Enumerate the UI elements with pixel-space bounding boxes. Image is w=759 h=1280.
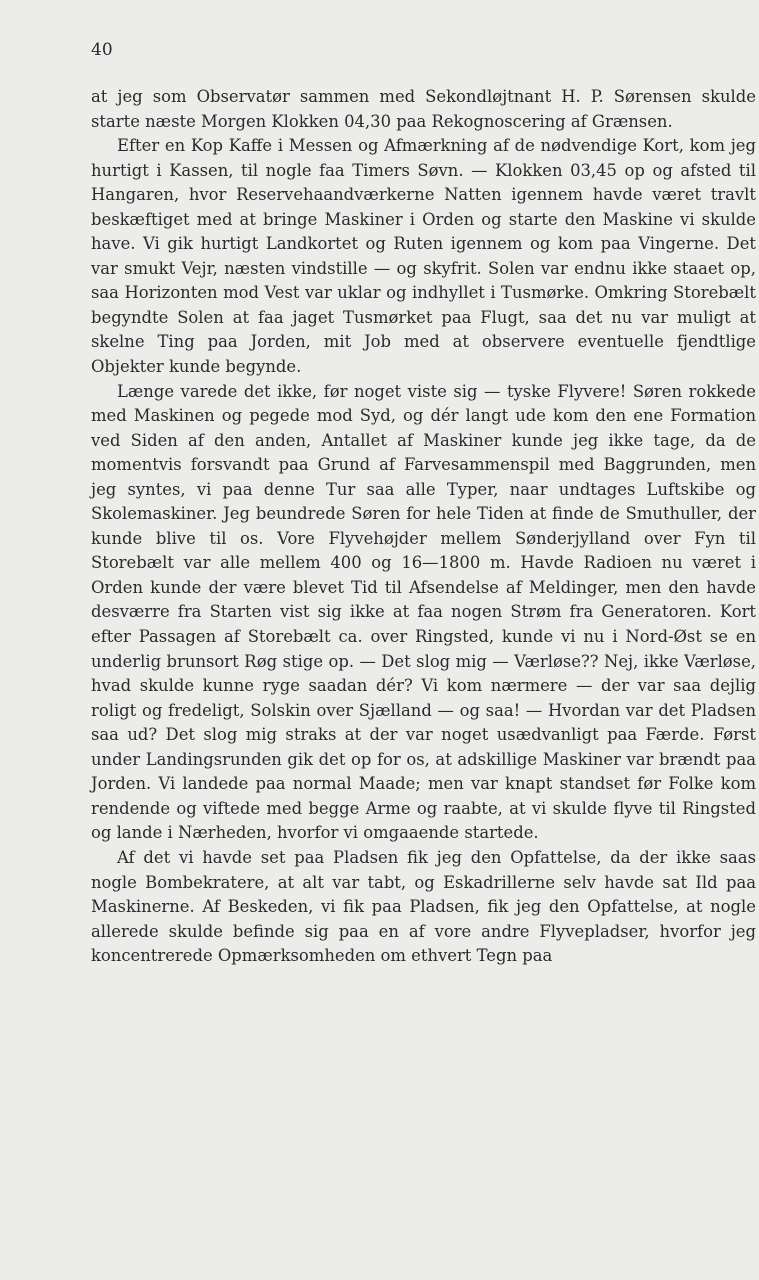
paragraph-2: Efter en Kop Kaffe i Messen og Afmærkning af de nødvendige Kort, kom jeg hurtigt i Kassen, til nogle faa Timers Søvn. — Klokken 03,45 op og afsted til Hangaren, hvor Reservehaandværkerne Natten igennem havde været travlt beskæftiget med at bringe Maskiner i Orden og starte den Maskine vi skulde have. Vi gik hurtigt Landkortet og Ruten igennem og kom paa Vingerne. Det var smukt Vejr, næsten vindstille — og skyfrit. Solen var endnu ikke staaet op, saa Horizonten mod Vest var uklar og indhyllet i Tusmørke. Omkring Storebælt begyndte Solen at faa jaget Tusmørket paa Flugt, saa det nu var muligt at skelne Ting paa Jorden, mit Job med at observere eventuelle fjendtlige Objekter kunde begynde. xyxy=(91,136,756,377)
paragraph-1: at jeg som Observatør sammen med Sekondløjtnant H. P. Sørensen skulde starte næste Morgen Klokken 04,30 paa Rekognoscering af Grænsen. xyxy=(91,87,756,131)
body-text xyxy=(91,85,756,969)
paragraph-3: Længe varede det ikke, før noget viste sig — tyske Flyvere! Søren rokkede med Maskinen og pegede mod Syd, og dér langt ude kom den ene Formation ved Siden af den anden, Antallet af Maskiner kunde jeg ikke tage, da de momentvis forsvandt paa Grund af Farvesammenspil med Baggrunden, men jeg syntes, vi paa denne Tur saa alle Typer, naar undtages Luftskibe og Skolemaskiner. Jeg beundrede Søren for hele Tiden at finde de Smuthuller, der kunde blive til os. Vore Flyvehøjder mellem Sønderjylland over Fyn til Storebælt var alle mellem 400 og 16—1800 m. Havde Radioen nu været i Orden kunde der være blevet Tid til Afsendelse af Meldinger, men den havde desværre fra Starten vist sig ikke at faa nogen Strøm fra Generatoren. Kort efter Passagen af Storebælt ca. over Ringsted, kunde vi nu i Nord-Øst se en underlig brunsort Røg stige op. — Det slog mig — Værløse?? Nej, ikke Værløse, hvad skulde kunne ryge saadan dér? Vi kom nærmere — der var saa dejlig roligt og fredeligt, Solskin over Sjælland — og saa! — Hvordan var det Pladsen saa ud? Det slog mig straks at der var noget usædvanligt paa Færde. Først under Landingsrunden gik det op for os, at adskillige Maskiner var brændt paa Jorden. Vi landede paa normal Maade; men var knapt standset før Folke kom rendende og viftede med begge Arme og raabte, at vi skulde flyve til Ringsted og lande i Nærheden, hvorfor vi omgaaende startede. xyxy=(91,381,756,843)
paragraph-4: Af det vi havde set paa Pladsen fik jeg den Opfattelse, da der ikke saas nogle Bombekratere, at alt var tabt, og Eskadrillerne selv havde sat Ild paa Maskinerne. Af Beskeden, vi fik paa Pladsen, fik jeg den Opfattelse, at nogle allerede skulde befinde sig paa en af vore andre Flyvepladser, hvorfor jeg koncentrerede Opmærksomheden om ethvert Tegn paa xyxy=(91,847,756,966)
page-number: 40 xyxy=(91,40,113,60)
